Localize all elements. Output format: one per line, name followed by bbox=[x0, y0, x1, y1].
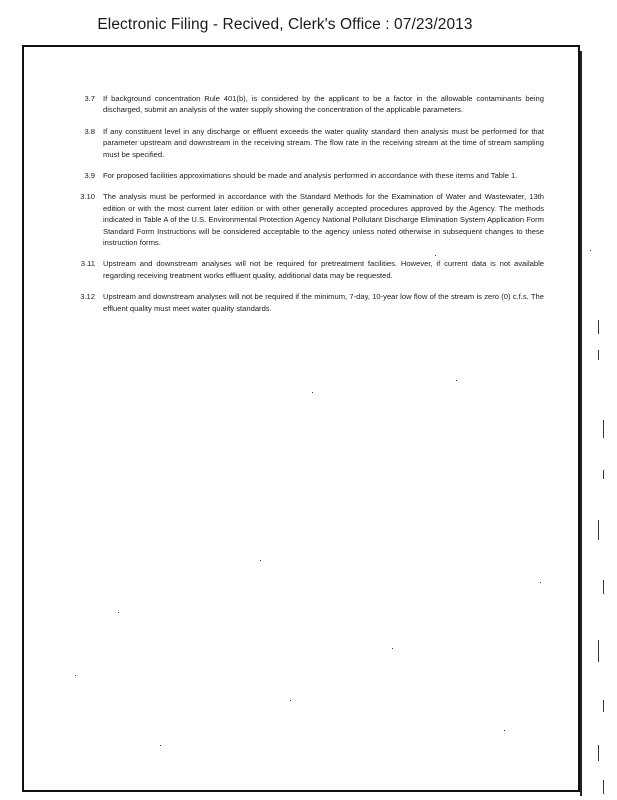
list-item bbox=[74, 170, 544, 181]
instruction-items-list bbox=[74, 93, 544, 324]
scan-speck bbox=[260, 560, 261, 561]
page-edge-shadow bbox=[580, 51, 582, 796]
item-text: If background concentration Rule 401(b), is considered by the applicant to be a factor in the allowable contaminants being discharged, submit an analysis of the water supply showing the concentration of the applicable parameters. bbox=[103, 94, 544, 115]
list-item bbox=[74, 191, 544, 248]
scan-speck bbox=[590, 250, 591, 251]
scan-speck bbox=[392, 648, 393, 649]
scan-speck bbox=[504, 730, 505, 731]
scan-speck bbox=[435, 255, 436, 256]
item-text: For proposed facilities approximations should be made and analysis performed in accordance with these items and Table 1. bbox=[103, 171, 518, 181]
scan-artifact-line bbox=[603, 780, 604, 794]
scan-speck bbox=[290, 700, 291, 701]
item-text: The analysis must be performed in accordance with the Standard Methods for the Examination of Water and Wastewater, 13th edition or with the most current later edition or with other generally accepted procedures approved by the Agency. The methods indicated in Table A of the U.S. Environmental Protection Agency National Pollutant Discharge Elimination System Application Form Standard Form Instructions will be considered acceptable to the agency unless noted otherwise in subsequent changes to these instruction forms. bbox=[103, 192, 544, 248]
scan-speck bbox=[312, 392, 313, 393]
scan-speck bbox=[540, 582, 541, 583]
item-number: 3.7 bbox=[84, 94, 95, 103]
scan-artifact-line bbox=[598, 520, 599, 540]
item-text: If any constituent level in any discharge or effluent exceeds the water quality standard then analysis must be performed for that parameter upstream and downstream in the receiving stream. The flow rate in the receiving stream at the time of stream sampling must be specified. bbox=[103, 126, 544, 159]
item-number: 3.8 bbox=[84, 126, 95, 136]
list-item bbox=[74, 93, 544, 116]
list-item bbox=[74, 258, 544, 281]
scan-artifact-line bbox=[603, 470, 604, 479]
item-number: 3.10 bbox=[80, 192, 95, 202]
scan-speck bbox=[75, 675, 76, 676]
scan-artifact-line bbox=[603, 700, 604, 712]
item-text: Upstream and downstream analyses will not be required for pretreatment facilities. However, if current data is not available regarding receiving treatment works effluent quality, additional data may be requested. bbox=[103, 259, 544, 280]
item-number: 3.11 bbox=[80, 259, 95, 269]
scan-speck bbox=[118, 612, 119, 613]
scan-artifact-line bbox=[598, 640, 599, 662]
item-number: 3.12 bbox=[80, 292, 95, 302]
scan-artifact-line bbox=[598, 745, 599, 761]
list-item bbox=[74, 126, 544, 160]
scan-artifact-line bbox=[598, 320, 599, 334]
item-number: 3.9 bbox=[84, 171, 95, 181]
scan-artifact-line bbox=[603, 580, 604, 594]
list-item bbox=[74, 291, 544, 314]
scan-speck bbox=[456, 380, 457, 381]
scan-artifact-line bbox=[598, 350, 599, 360]
item-text: Upstream and downstream analyses will not be required if the minimum, 7-day, 10-year low flow of the stream is zero (0) c.f.s. The effluent quality must meet water quality standards. bbox=[103, 292, 544, 313]
scan-speck bbox=[160, 745, 161, 746]
electronic-filing-stamp: Electronic Filing - Recived, Clerk's Office : 07/23/2013 bbox=[97, 16, 473, 33]
scan-artifact-line bbox=[603, 420, 604, 438]
